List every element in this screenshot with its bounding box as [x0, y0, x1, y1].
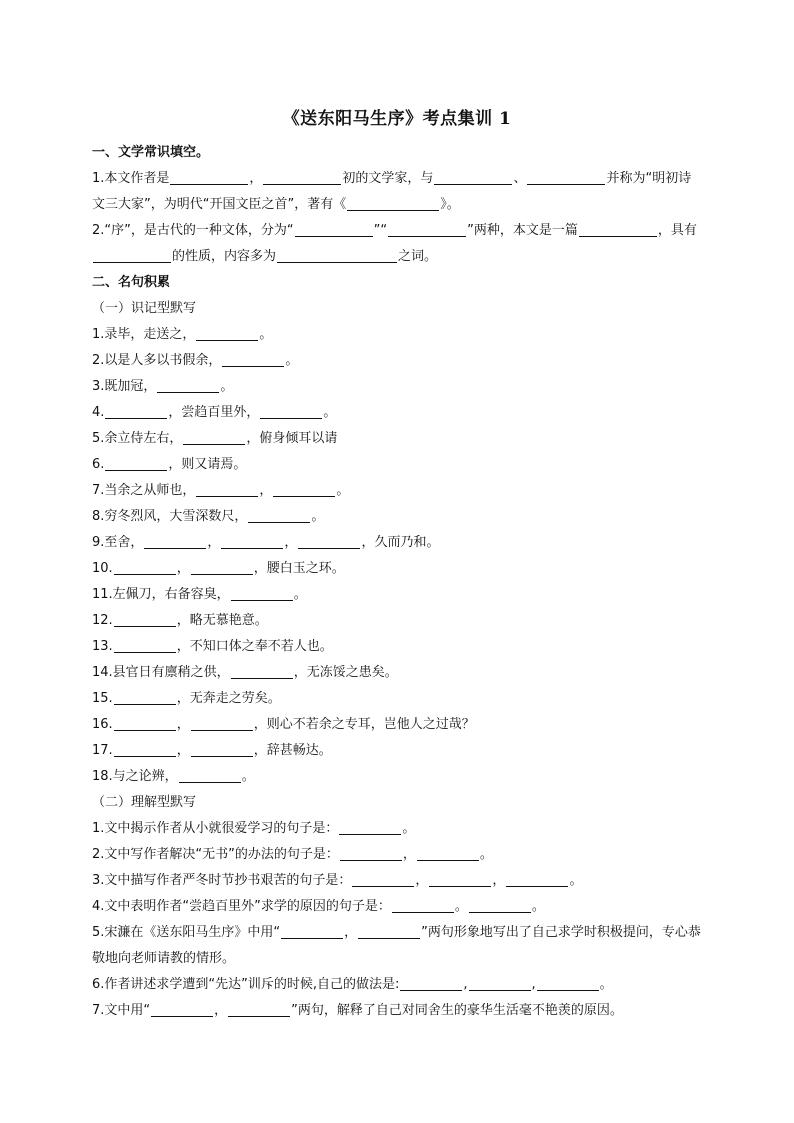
answer-blank[interactable] [93, 248, 171, 263]
list-item: 11.左佩刀，右备容臭， 。 [92, 587, 307, 602]
answer-blank[interactable] [295, 222, 373, 237]
list-item: 7.当余之从师也， ， 。 [92, 483, 350, 498]
memorize-list [92, 322, 704, 790]
answer-blank[interactable] [527, 170, 605, 185]
answer-blank[interactable] [352, 872, 414, 887]
answer-blank[interactable] [114, 560, 176, 575]
answer-blank[interactable] [358, 924, 420, 939]
document-body [92, 140, 704, 1024]
list-item: 13. ，不知口体之奉不若人也。 [92, 639, 333, 654]
answer-blank[interactable] [537, 976, 599, 991]
answer-blank[interactable] [114, 638, 176, 653]
list-item: 2.文中写作者解决“无书”的办法的句子是： ， 。 [92, 847, 493, 862]
answer-blank[interactable] [222, 352, 284, 367]
answer-blank[interactable] [347, 196, 439, 211]
section1-heading: 一、文学常识填空。 [92, 145, 210, 160]
question-1: 1.本文作者是 ， 初的文学家，与 、 并称为“明初诗文三大家”，为明代“开国文臣之首”，著有《 》。 [92, 171, 692, 212]
answer-blank[interactable] [400, 976, 462, 991]
answer-blank[interactable] [248, 508, 310, 523]
list-item: 7.文中用“ ， ”两句，解释了自己对同舍生的豪华生活毫不艳羡的原因。 [92, 1003, 623, 1018]
answer-blank[interactable] [196, 482, 258, 497]
list-item: 10. ， ，腰白玉之环。 [92, 561, 345, 576]
section2-heading: 二、名句积累 [92, 275, 171, 290]
answer-blank[interactable] [114, 716, 176, 731]
answer-blank[interactable] [151, 1002, 213, 1017]
answer-blank[interactable] [260, 404, 322, 419]
page-title: 《送东阳马生序》考点集训 1 [282, 109, 512, 129]
list-item: 8.穷冬烈风，大雪深数尺， 。 [92, 509, 325, 524]
answer-blank[interactable] [191, 742, 253, 757]
answer-blank[interactable] [179, 768, 241, 783]
list-item: 6.作者讲述求学遭到“先达”训斥的时候,自己的做法是: , , 。 [92, 977, 613, 992]
answer-blank[interactable] [196, 326, 258, 341]
answer-blank[interactable] [191, 560, 253, 575]
answer-blank[interactable] [231, 664, 293, 679]
answer-blank[interactable] [183, 430, 245, 445]
list-item: 4.文中表明作者“尝趋百里外”求学的原因的句子是： 。 。 [92, 899, 545, 914]
answer-blank[interactable] [228, 1002, 290, 1017]
subsection-memorize: （一）识记型默写 [92, 301, 197, 316]
answer-blank[interactable] [339, 820, 401, 835]
list-item: 18.与之论辨， 。 [92, 769, 255, 784]
answer-blank[interactable] [114, 690, 176, 705]
list-item: 14.县官日有廪稍之供， ，无冻馁之患矣。 [92, 665, 398, 680]
answer-blank[interactable] [340, 846, 402, 861]
list-item: 2.以是人多以书假余， 。 [92, 353, 299, 368]
list-item: 3.文中描写作者严冬时节抄书艰苦的句子是： ， ， 。 [92, 873, 583, 888]
answer-blank[interactable] [273, 482, 335, 497]
answer-blank[interactable] [221, 534, 283, 549]
list-item: 3.既加冠， 。 [92, 379, 234, 394]
list-item: 4. ，尝趋百里外， 。 [92, 405, 337, 420]
answer-blank[interactable] [277, 248, 397, 263]
answer-blank[interactable] [388, 222, 466, 237]
list-item: 17. ， ，辞甚畅达。 [92, 743, 332, 758]
answer-blank[interactable] [114, 612, 176, 627]
answer-blank[interactable] [191, 716, 253, 731]
list-item: 5.宋濂在《送东阳马生序》中用“ ， ”两句形象地写出了自己求学时积极提问，专心恭敬地向老师请教的情形。 [92, 925, 701, 966]
answer-blank[interactable] [144, 534, 206, 549]
list-item: 16. ， ，则心不若余之专耳，岂他人之过哉？ [92, 717, 475, 732]
list-item: 1.录毕，走送之， 。 [92, 327, 273, 342]
answer-blank[interactable] [392, 898, 454, 913]
answer-blank[interactable] [469, 898, 531, 913]
answer-blank[interactable] [105, 404, 167, 419]
answer-blank[interactable] [579, 222, 657, 237]
list-item: 6. ，则又请焉。 [92, 457, 247, 472]
answer-blank[interactable] [429, 872, 491, 887]
answer-blank[interactable] [114, 742, 176, 757]
answer-blank[interactable] [417, 846, 479, 861]
question-2: 2.“序”，是古代的一种文体，分为“ ”“ ”两种，本文是一篇 ，具有的性质，内容多为 之词。 [92, 223, 697, 264]
list-item: 5.余立侍左右， ，俯身倾耳以请 [92, 431, 338, 446]
list-item: 12. ，略无慕艳意。 [92, 613, 268, 628]
answer-blank[interactable] [170, 170, 248, 185]
list-item: 15. ，无奔走之劳矣。 [92, 691, 281, 706]
answer-blank[interactable] [263, 170, 341, 185]
answer-blank[interactable] [298, 534, 360, 549]
answer-blank[interactable] [281, 924, 343, 939]
answer-blank[interactable] [506, 872, 568, 887]
subsection-comprehension: （二）理解型默写 [92, 795, 197, 810]
answer-blank[interactable] [469, 976, 531, 991]
answer-blank[interactable] [434, 170, 512, 185]
comprehension-list [92, 816, 704, 1024]
answer-blank[interactable] [157, 378, 219, 393]
answer-blank[interactable] [105, 456, 167, 471]
list-item: 1.文中揭示作者从小就很爱学习的句子是： 。 [92, 821, 416, 836]
list-item: 9.至舍， ， ， ，久而乃和。 [92, 535, 440, 550]
answer-blank[interactable] [231, 586, 293, 601]
